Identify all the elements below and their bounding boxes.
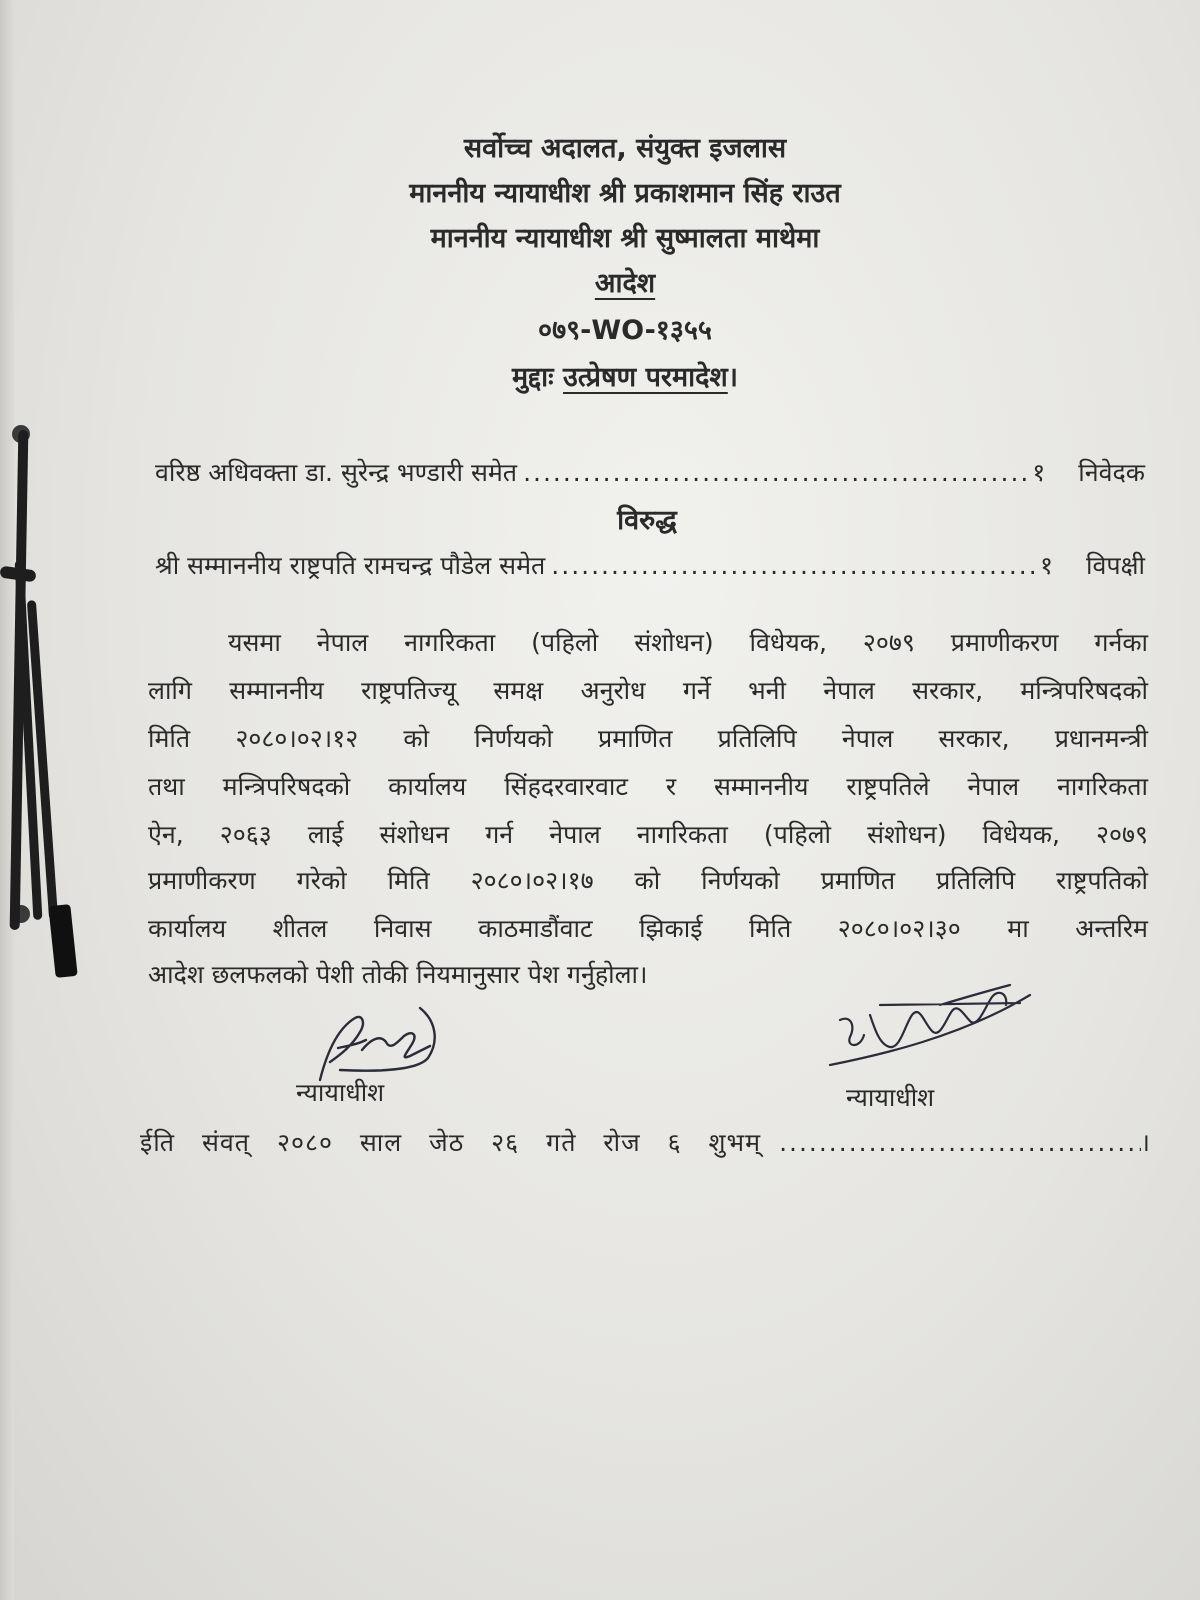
order-title: आदेश [594, 268, 656, 299]
order-body-line: आदेश छलफलको पेशी तोकी नियमानुसार पेश गर्नुहोला। [148, 960, 648, 989]
case-number: ०७९-WO-१३५५ [538, 315, 712, 346]
order-body-line: ऐन, २०६३ लाई संशोधन गर्न नेपाल नागरिकता (पहिलो संशोधन) विधेयक, २०७९ [148, 820, 1148, 849]
order-body-line: मिति २०८०।०२।१२ को निर्णयको प्रमाणित प्रतिलिपि नेपाल सरकार, प्रधानमन्त्री [148, 724, 1148, 753]
closing-line [140, 1125, 1150, 1159]
order-title-row [0, 263, 1200, 300]
leader-dots [523, 458, 1026, 487]
order-body-line: लागि सम्माननीय राष्ट्रपतिज्यू समक्ष अनुरोध गर्ने भनी नेपाल सरकार, मन्त्रिपरिषदको [148, 676, 1148, 705]
respondent-count: १ [1040, 551, 1054, 580]
petitioner-row [155, 455, 1145, 489]
justice-name-2: माननीय न्यायाधीश श्री सुष्मालता माथेमा [430, 223, 820, 254]
subject-label: मुद्दाः [511, 362, 554, 393]
binding-string-tip [48, 904, 77, 978]
subject-end: । [727, 362, 739, 393]
leader-dots [779, 1128, 1140, 1157]
respondent-name: श्री सम्माननीय राष्ट्रपति रामचन्द्र पौडेल समेत [155, 551, 546, 580]
leader-dots [551, 551, 1034, 580]
petitioner-name: वरिष्ठ अधिवक्ता डा. सुरेन्द्र भण्डारी समेत [155, 458, 518, 487]
versus-label: विरुद्ध [617, 505, 677, 536]
court-line: सर्वोच्च अदालत, संयुक्त इजलास [463, 133, 787, 164]
closing-end: । [1140, 1128, 1150, 1157]
respondent-role: विपक्षी [1086, 551, 1145, 580]
order-body-line: यसमा नेपाल नागरिकता (पहिलो संशोधन) विधेयक, २०७९ प्रमाणीकरण गर्नका [228, 628, 1148, 657]
subject-row [0, 357, 1200, 394]
petitioner-count: १ [1032, 458, 1046, 487]
order-body-line: प्रमाणीकरण गरेको मिति २०८०।०२।१७ को निर्णयको प्रमाणित प्रतिलिपि राष्ट्रपतिको [148, 866, 1148, 895]
left-signature-label: न्यायाधीश [296, 1078, 385, 1107]
order-body-line: तथा मन्त्रिपरिषदको कार्यालय सिंहदरवारवाट र सम्माननीय राष्ट्रपतिले नेपाल नागरिकता [148, 772, 1148, 801]
closing-text: ईति संवत् २०८० साल जेठ २६ गते रोज ६ शुभम् [140, 1128, 762, 1157]
right-signature-label: न्यायाधीश [846, 1083, 935, 1112]
right-signature [820, 975, 1040, 1075]
subject-value: उत्प्रेषण परमादेश [563, 362, 728, 393]
order-body-line: कार्यालय शीतल निवास काठमाडौंवाट झिकाई मिति २०८०।०२।३० मा अन्तरिम [148, 914, 1148, 943]
justice-name-1: माननीय न्यायाधीश श्री प्रकाशमान सिंह राउत [409, 178, 841, 209]
petitioner-role: निवेदक [1078, 458, 1145, 487]
respondent-row [155, 548, 1145, 582]
